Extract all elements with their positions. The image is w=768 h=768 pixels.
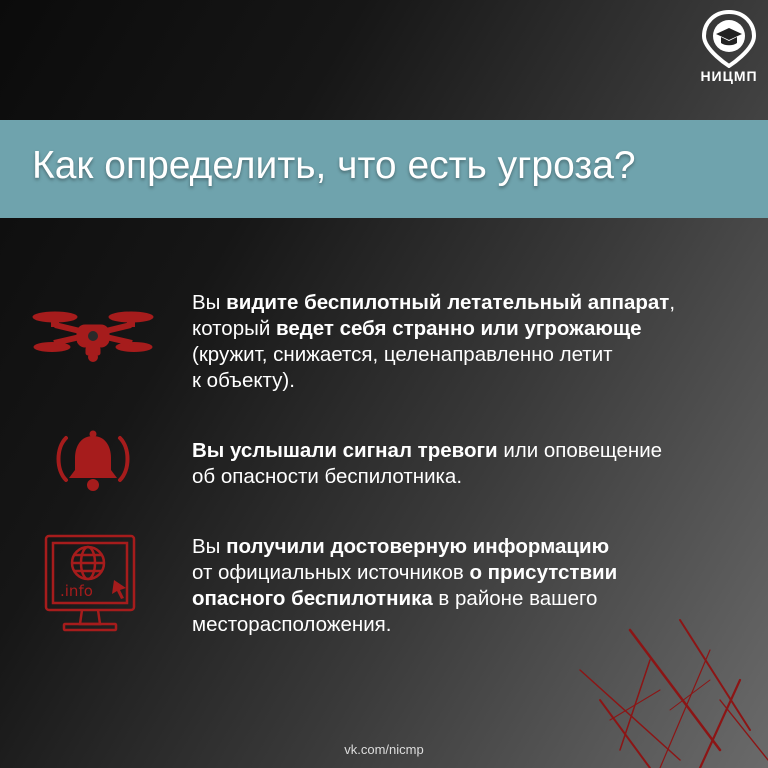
text-segment: Вы [192, 291, 227, 314]
alarm-bell-icon [48, 430, 138, 496]
logo-text: НИЦМП [700, 68, 758, 84]
text-segment: или оповещение [497, 439, 663, 462]
bold-text-segment: Вы услышали сигнал тревоги [192, 439, 498, 462]
text-segment: в районе вашего [432, 587, 598, 610]
title-banner [0, 120, 768, 218]
drone-icon [30, 305, 156, 365]
logo [690, 8, 768, 94]
bold-text-segment: о присутствии [469, 561, 618, 584]
item-text-drone [192, 290, 752, 394]
item-text-alarm [192, 438, 752, 490]
text-segment: к объекту). [192, 369, 295, 392]
text-segment: , [669, 291, 676, 314]
bold-text-segment: получили достоверную информацию [226, 535, 610, 558]
text-segment: об опасности беспилотника. [192, 465, 463, 488]
monitor-info-label: .info [60, 582, 93, 600]
text-segment: Вы [192, 535, 227, 558]
text-segment: (кружит, снижается, целенаправленно летит [192, 343, 613, 366]
monitor-info-icon [40, 528, 140, 640]
bold-text-segment: ведет себя странно или угрожающе [276, 317, 642, 340]
bold-text-segment: опасного беспилотника [192, 587, 433, 610]
text-segment: который [192, 317, 276, 340]
graduation-cap-pin-icon [690, 8, 768, 68]
text-segment: от официальных источников [192, 561, 470, 584]
bold-text-segment: видите беспилотный летательный аппарат [226, 291, 670, 314]
text-segment: месторасположения. [192, 613, 392, 636]
page-title: Как определить, что есть угроза? [32, 144, 636, 187]
footer-link[interactable]: vk.com/nicmp [344, 742, 424, 757]
